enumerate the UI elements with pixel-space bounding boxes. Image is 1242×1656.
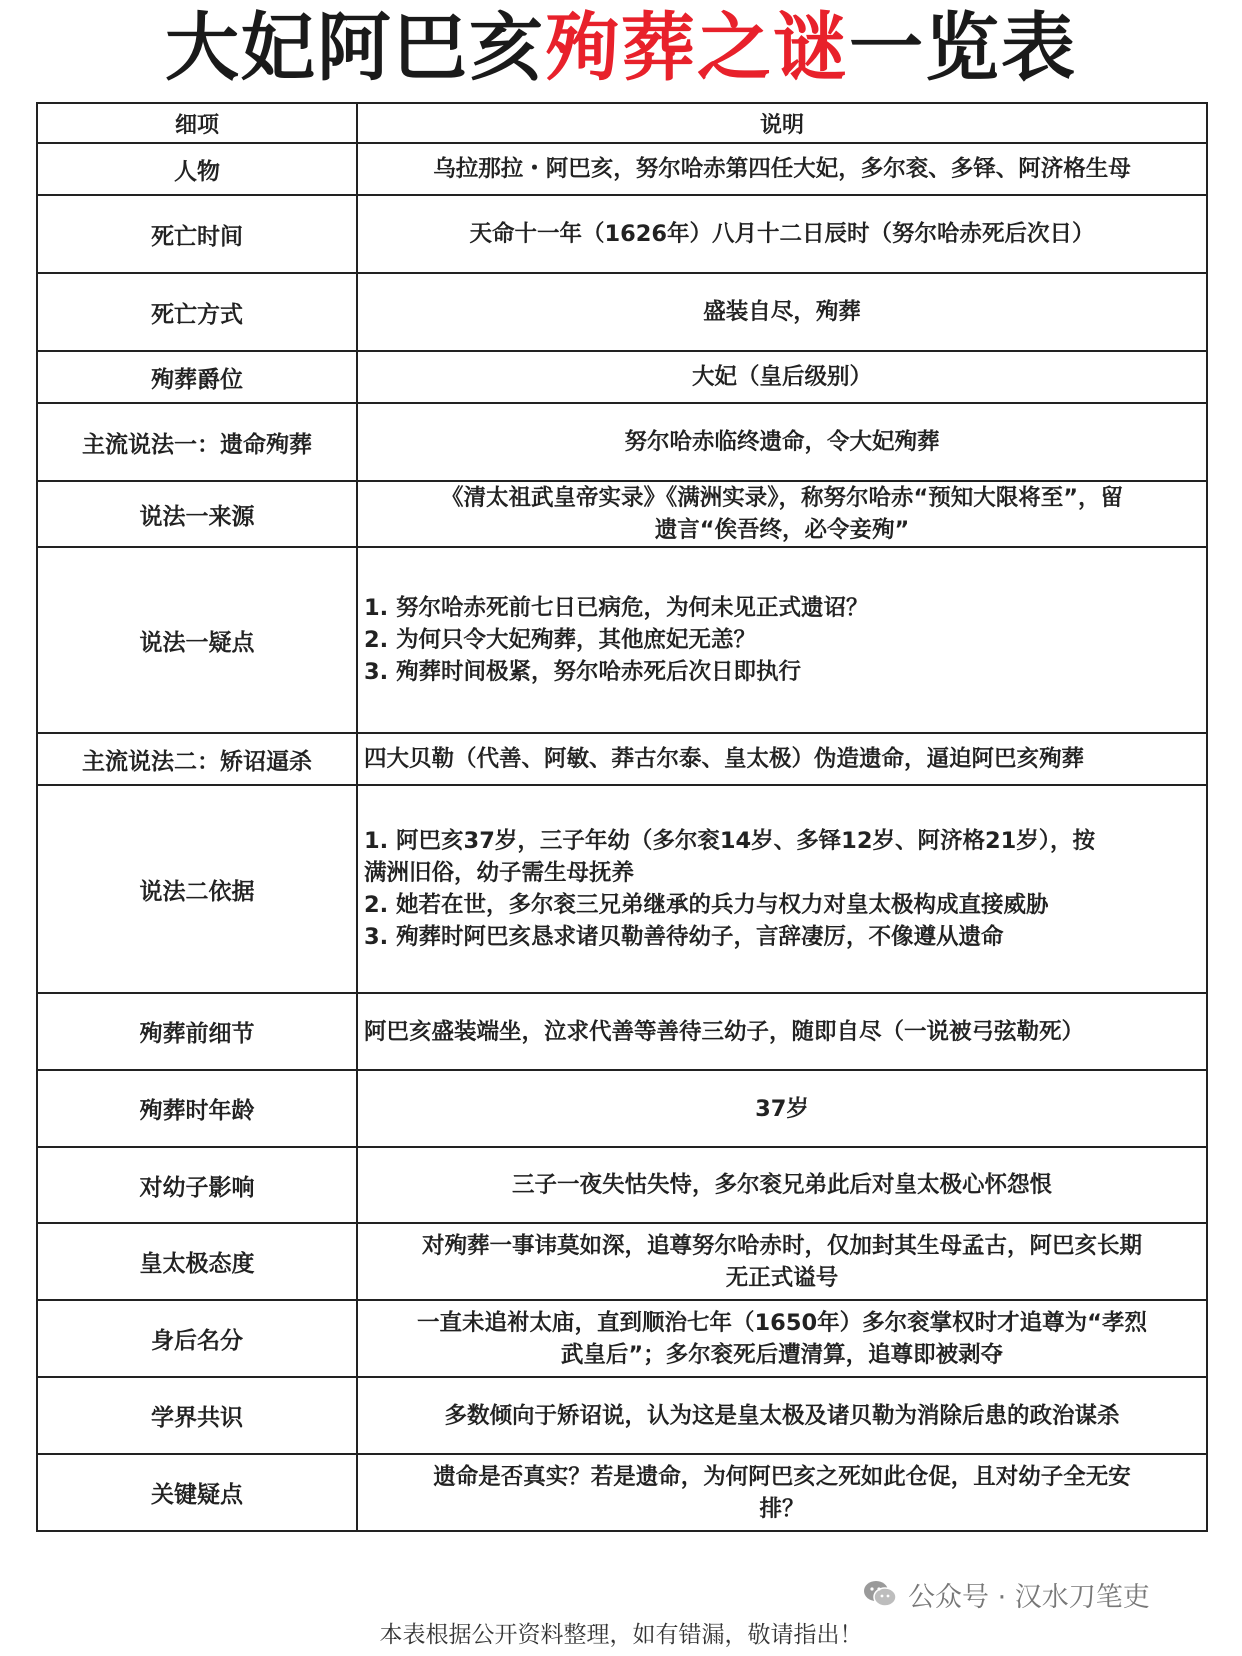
title-part-3: 一览表	[849, 5, 1077, 91]
row-key: 人物	[37, 143, 357, 195]
row-value: 大妃（皇后级别）	[357, 351, 1207, 403]
row-value: 盛装自尽，殉葬	[357, 273, 1207, 351]
row-key: 主流说法二：矫诏逼杀	[37, 733, 357, 785]
row-key: 说法一来源	[37, 481, 357, 547]
table-row	[37, 1070, 1207, 1147]
row-value: 三子一夜失怙失恃，多尔衮兄弟此后对皇太极心怀怨恨	[357, 1147, 1207, 1223]
row-key: 死亡时间	[37, 195, 357, 273]
title-part-1: 大妃阿巴亥	[165, 5, 545, 91]
table-row	[37, 1147, 1207, 1223]
row-key: 殉葬爵位	[37, 351, 357, 403]
footnote: 本表根据公开资料整理，如有错漏，敬请指出！	[379, 1622, 863, 1648]
table-row	[37, 1300, 1207, 1377]
row-value: 37岁	[357, 1070, 1207, 1147]
watermark	[862, 1572, 1150, 1616]
row-value: 乌拉那拉・阿巴亥，努尔哈赤第四任大妃，多尔衮、多铎、阿济格生母	[357, 143, 1207, 195]
table-row	[37, 785, 1207, 993]
page-title	[0, 2, 1242, 94]
row-key: 皇太极态度	[37, 1223, 357, 1300]
row-key: 身后名分	[37, 1300, 357, 1377]
row-value: 天命十一年（1626年）八月十二日辰时（努尔哈赤死后次日）	[357, 195, 1207, 273]
row-key: 关键疑点	[37, 1454, 357, 1531]
row-value: 《清太祖武皇帝实录》《满洲实录》，称努尔哈赤“预知大限将至”，留 遗言“俟吾终，必令妾殉”	[357, 481, 1207, 547]
table-row	[37, 547, 1207, 733]
title-highlight: 殉葬之谜	[545, 5, 849, 91]
row-key: 学界共识	[37, 1377, 357, 1454]
table-row	[37, 403, 1207, 481]
table-row	[37, 1454, 1207, 1531]
row-value: 多数倾向于矫诏说，认为这是皇太极及诸贝勒为消除后患的政治谋杀	[357, 1377, 1207, 1454]
table-row	[37, 481, 1207, 547]
row-key: 殉葬前细节	[37, 993, 357, 1070]
table-row	[37, 273, 1207, 351]
row-key: 说法一疑点	[37, 547, 357, 733]
row-value: 阿巴亥盛装端坐，泣求代善等善待三幼子，随即自尽（一说被弓弦勒死）	[357, 993, 1207, 1070]
row-value: 1. 阿巴亥37岁，三子年幼（多尔衮14岁、多铎12岁、阿济格21岁），按 满洲旧俗，幼子需生母抚养 2. 她若在世，多尔衮三兄弟继承的兵力与权力对皇太极构成直接威胁 3. 殉葬时阿巴亥恳求诸贝勒善待幼子，言辞凄厉，不像遵从遗命	[357, 785, 1207, 993]
table-row	[37, 143, 1207, 195]
row-value: 对殉葬一事讳莫如深，追尊努尔哈赤时，仅加封其生母孟古，阿巴亥长期 无正式谥号	[357, 1223, 1207, 1300]
info-table	[36, 102, 1208, 1532]
row-value: 1. 努尔哈赤死前七日已病危，为何未见正式遗诏？ 2. 为何只令大妃殉葬，其他庶妃无恙？ 3. 殉葬时间极紧，努尔哈赤死后次日即执行	[357, 547, 1207, 733]
header-item: 细项	[37, 103, 357, 143]
table-row	[37, 1377, 1207, 1454]
row-value: 一直未追祔太庙，直到顺治七年（1650年）多尔衮掌权时才追尊为“孝烈 武皇后”；多尔衮死后遭清算，追尊即被剥夺	[357, 1300, 1207, 1377]
row-key: 对幼子影响	[37, 1147, 357, 1223]
table-row	[37, 195, 1207, 273]
table-row	[37, 733, 1207, 785]
row-value: 四大贝勒（代善、阿敏、莽古尔泰、皇太极）伪造遗命，逼迫阿巴亥殉葬	[357, 733, 1207, 785]
table-row	[37, 1223, 1207, 1300]
table-row	[37, 993, 1207, 1070]
watermark-text: 公众号 · 汉水刀笔吏	[908, 1581, 1150, 1613]
row-key: 主流说法一：遗命殉葬	[37, 403, 357, 481]
table-row	[37, 351, 1207, 403]
row-key: 殉葬时年龄	[37, 1070, 357, 1147]
wechat-icon	[862, 1579, 898, 1609]
header-description: 说明	[357, 103, 1207, 143]
row-value: 遗命是否真实？若是遗命，为何阿巴亥之死如此仓促，且对幼子全无安 排？	[357, 1454, 1207, 1531]
row-key: 死亡方式	[37, 273, 357, 351]
row-key: 说法二依据	[37, 785, 357, 993]
row-value: 努尔哈赤临终遗命，令大妃殉葬	[357, 403, 1207, 481]
table-header-row	[37, 103, 1207, 143]
